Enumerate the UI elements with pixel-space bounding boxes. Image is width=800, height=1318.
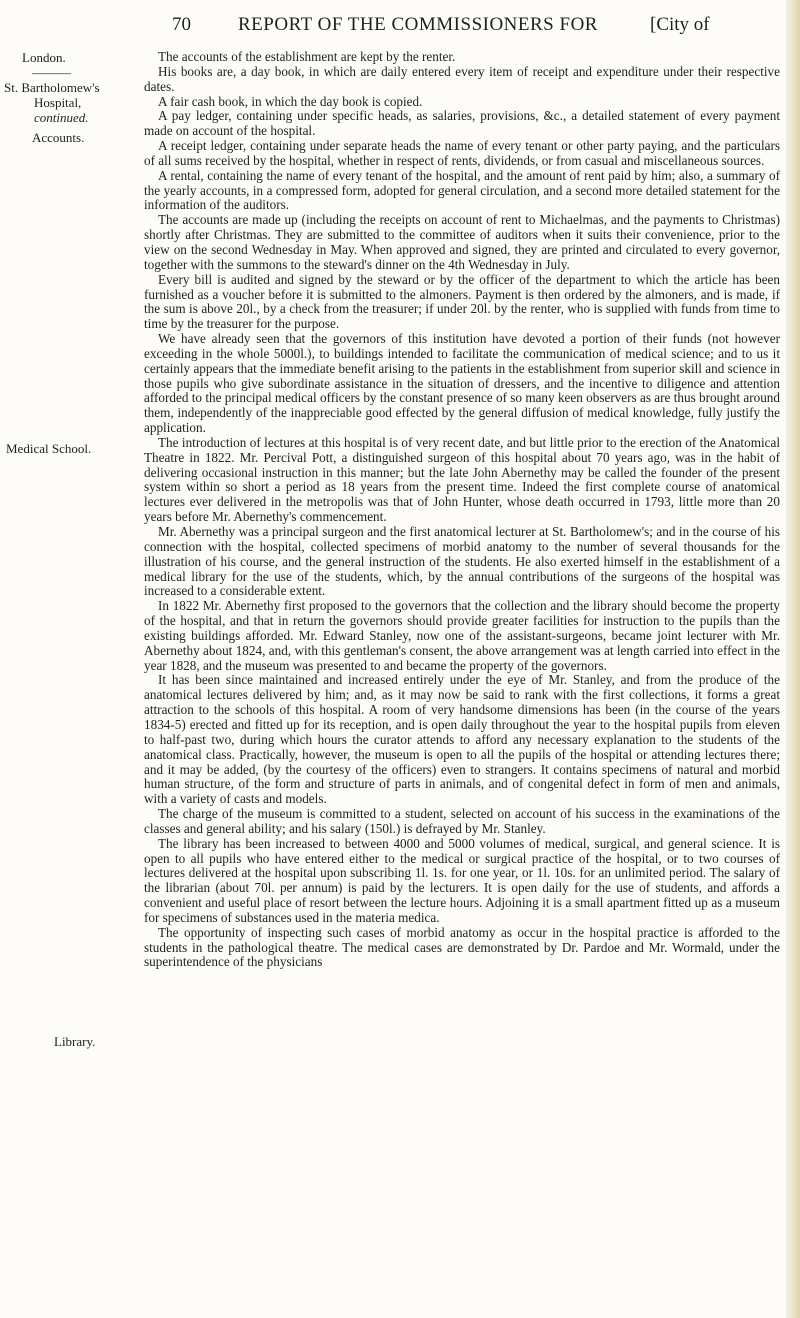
margin-accounts: Accounts. [32, 130, 85, 145]
margin-note-library [4, 1034, 174, 1049]
page-edge [786, 0, 800, 1318]
paragraph: We have already seen that the governors of this institution have devoted a portion of their funds (not however exceeding in the whole 5000l.), to buildings intended to facilitate the communication of medical science; and to us it certainly appears that the immediate benefit arising to the patients in the establishment from superior skill and science in those pupils who give subordinate assistance in the situation of dressers, and the incentive to diligence and attention afforded to the principal medical officers by the constant presence of so many keen observers as are thus brought around them, independently of the inappreciable good effected by the general diffusion of medical knowledge, fully justify the application. [144, 331, 780, 436]
margin-london: London. [22, 50, 66, 65]
paragraph: The introduction of lectures at this hospital is of very recent date, and but little prior to the erection of the Anatomical Theatre in 1822. Mr. Percival Pott, a distinguished surgeon of this hospital about 70 years ago, was in the habit of delivering occasional instruction in this manner; but the late John Abernethy may be called the founder of the present system within so short a period as 18 years from the present time. Indeed the first complete course of anatomical lectures ever delivered in the metropolis was that of John Hunter, whose death occurred in 1793, little more than 20 years before Mr. Abernethy's commencement. [144, 434, 780, 525]
margin-st-bartholomews: St. Bartholomew's [4, 80, 100, 95]
paragraph: A rental, containing the name of every tenant of the hospital, and the amount of rent paid by him; also, a summary of the yearly accounts, in a compressed form, adopted for general circulation, and a second more detailed statement for the information of the auditors. [144, 167, 780, 213]
running-title: REPORT OF THE COMMISSIONERS FOR [238, 14, 598, 35]
paragraph: A fair cash book, in which the day book is copied. [158, 93, 423, 109]
paragraph: Mr. Abernethy was a principal surgeon and the first anatomical lecturer at St. Bartholomew's; and in the course of his connection with the hospital, collected specimens of morbid anatomy to the number of several thousands for the illustration of his course, and the general instruction of the students. He also exerted himself in the establishment of a medical library for the use of the students, which, by the annual contributions of the surgeons of the hospital was increased to a considerable extent. [144, 524, 780, 599]
paragraph: The library has been increased to between 4000 and 5000 volumes of medical, surgical, and general science. It is open to all pupils who have entered either to the medical or surgical practice of the hospital, or to two courses of lectures delivered at the hospital upon subscribing 1l. 1s. for one year, or 1l. 10s. for an unlimited period. The salary of the librarian (about 70l. per annum) is paid by the lecturers. It is open daily for the use of students, and affords a convenient and useful place of resort between the lecture hours. Adjoining it is a small apartment fitted up as a museum for specimens of substances used in the materia medica. [144, 835, 780, 925]
margin-continued: continued. [34, 110, 89, 125]
margin-note-medical-school [4, 441, 126, 456]
body-text [144, 50, 780, 970]
paragraph: In 1822 Mr. Abernethy first proposed to the governors that the collection and the library should become the property of the hospital, and that in return the governors should provide greater facilities for instruction to the pupils than the existing buildings afforded. Mr. Edward Stanley, now one of the assistant-surgeons, became joint lecturer with Mr. Abernethy about 1824, and, with this gentleman's consent, the above arrangement was at length carried into effect in the year 1828, and the museum was presented to and became the property of the governors. [144, 598, 780, 673]
page-number: 70 [172, 14, 191, 35]
paragraph: His books are, a day book, in which are daily entered every item of receipt and expenditure under their respective dates. [144, 63, 780, 94]
paragraph: Every bill is audited and signed by the steward or by the officer of the department to which the article has been furnished as a voucher before it is submitted to the almoners. Payment is then ordered by the almoners, and is made, if the sum is above 20l., by a check from the treasurer; if under 20l. by the renter, who is supplied with funds from time to time by the treasurer for the purpose. [144, 271, 780, 332]
paragraph: The accounts of the establishment are kept by the renter. [158, 49, 456, 64]
paragraph: The opportunity of inspecting such cases of morbid anatomy as occur in the hospital practice is afforded to the students in the pathological theatre. The medical cases are demonstrated by Dr. Pardoe and Mr. Wormald, under the superintendence of the physicians [144, 924, 780, 970]
margin-dash: ——— [32, 65, 71, 80]
margin-library: Library. [54, 1034, 96, 1049]
paragraph: The charge of the museum is committed to a student, selected on account of his success in the examinations of the classes and general ability; and his salary (150l.) is defrayed by Mr. Stanley. [144, 806, 780, 836]
running-header [0, 12, 800, 42]
margin-medical-school: Medical School. [6, 441, 92, 456]
margin-note-london [4, 50, 124, 125]
margin-hospital: Hospital, [34, 95, 82, 110]
paragraph: It has been since maintained and increased entirely under the eye of Mr. Stanley, and from the produce of the anatomical lectures delivered by him; and, as it may now be said to rank with the first collections, it forms a great attraction to the schools of this hospital. A room of very handsome dimensions has been (in the course of the years 1834-5) erected and fitted up for its reception, and is open daily throughout the year to the hospital pupils from eleven to half-past two, during which hours the curator attends to afford any necessary explanation to the students of the anatomical class. Practically, however, the museum is open to all the pupils of the hospital or attending lectures there; and it may be added, (by the courtesy of the officers) even to strangers. It contains specimens of natural and morbid human structure, of the form and structure of parts in animals, and of congenital defect in form of men and animals, with a variety of casts and models. [144, 672, 780, 807]
paragraph: A pay ledger, containing under specific heads, as salaries, provisions, &c., a detailed statement of every payment made on account of the hospital. [144, 108, 780, 139]
margin-note-accounts [4, 130, 152, 145]
running-title-right: [City of [650, 14, 710, 35]
paragraph: The accounts are made up (including the receipts on account of rent to Michaelmas, and the payments to Christmas) shortly after Christmas. They are submitted to the committee of auditors when it suits their convenience, prior to the view on the second Wednesday in May. When approved and signed, they are printed and circulated to every governor, together with the summons to the steward's dinner on the 4th Wednesday in July. [144, 212, 780, 272]
paragraph: A receipt ledger, containing under separate heads the name of every tenant or other party paying, and the particulars of all sums received by the hospital, whether in respect of rents, dividends, or from casual and miscellaneous sources. [144, 138, 780, 168]
